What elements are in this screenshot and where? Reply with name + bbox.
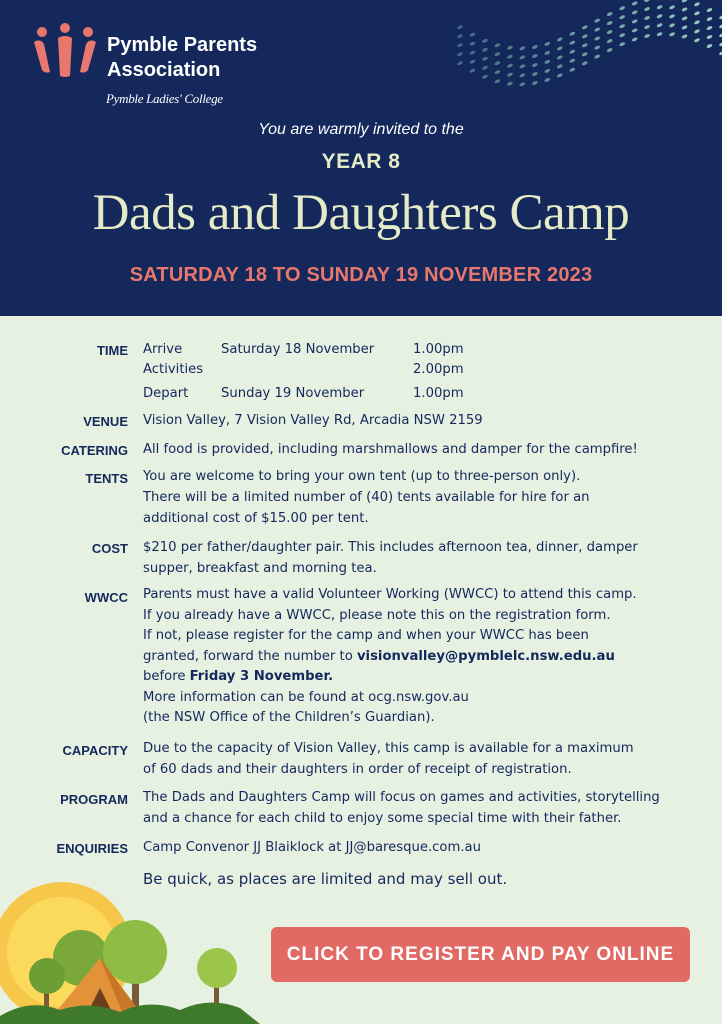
wave-dot [581,34,588,39]
wave-dot [556,37,563,42]
wave-dot [507,54,514,59]
wave-dot [457,24,464,29]
wave-dot [706,7,713,12]
wave-dot [556,64,563,69]
wave-dot [519,82,526,87]
ppa-logo-icon [30,22,100,82]
org-name [107,33,257,83]
wave-dot [457,51,464,56]
wave-dot [569,49,576,54]
camp-scene-illustration [0,870,260,1024]
wave-dot [631,19,638,24]
venue-label: VENUE [83,414,128,429]
wave-dot [681,16,688,21]
wwcc-line7: (the NSW Office of the Children’s Guardian). [143,710,435,725]
tents-label: TENTS [85,471,128,486]
wave-dot [569,31,576,36]
wave-dot [581,25,588,30]
capacity-line2: of 60 dads and their daughters in order of receipt of registration. [143,762,572,777]
wave-dot [631,28,638,33]
wave-dot [644,0,651,3]
wave-dot [644,15,651,20]
time-activities-time: 2.00pm [413,362,464,377]
wave-dot [494,51,501,56]
wwcc-line5 [143,667,703,688]
capacity-line1: Due to the capacity of Vision Valley, this camp is available for a maximum [143,741,634,756]
wave-dot [569,58,576,63]
wave-dot [656,4,663,9]
wave-dot [519,55,526,60]
wave-dot [656,13,663,18]
wave-dot [719,14,722,19]
wave-dot [719,23,722,28]
capacity-label: CAPACITY [62,743,128,758]
wave-dot [694,11,701,16]
wave-dot [669,23,676,28]
wave-dot [619,14,626,19]
cost-text [143,537,703,579]
wave-dot [544,50,551,55]
wave-dot [532,71,539,76]
wave-dot [606,11,613,16]
wave-dot [669,5,676,10]
wwcc-line1: Parents must have a valid Volunteer Working (WWCC) to attend this camp. [143,587,637,602]
wave-dot [656,31,663,36]
invite-line: You are warmly invited to the [258,121,464,138]
quick-note: Be quick, as places are limited and may sell out. [143,870,508,888]
wave-dot [532,44,539,49]
wave-dot [669,14,676,19]
wave-dot [507,72,514,77]
wave-dot [719,32,722,37]
catering-text: All food is provided, including marshmallows and damper for the campfire! [143,442,638,457]
wave-dot [619,23,626,28]
wave-dot [507,45,514,50]
wave-dot [457,33,464,38]
wwcc-label: WWCC [84,590,128,605]
wave-dot [631,37,638,42]
wave-dot [694,20,701,25]
wave-dot [606,47,613,52]
wave-dot [482,47,489,52]
wave-dot [706,43,713,48]
wave-dot [532,62,539,67]
program-line2: and a chance for each child to enjoy some special time with their father. [143,811,622,826]
time-activities-name: Activities [143,362,204,377]
dotted-wave-decoration [400,0,722,140]
program-line1: The Dads and Daughters Camp will focus on games and activities, storytelling [143,790,660,805]
wave-dot [706,25,713,30]
wave-dot [581,61,588,66]
wwcc-line2: If you already have a WWCC, please note this on the registration form. [143,607,611,623]
event-title: Dads and Daughters Camp [92,185,630,241]
register-button[interactable]: CLICK TO REGISTER AND PAY ONLINE [271,927,690,982]
wave-dot [556,73,563,78]
wwcc-deadline: Friday 3 November. [189,669,334,684]
wave-dot [594,54,601,59]
wave-dot [594,36,601,41]
time-arrive-name: Arrive [143,342,183,357]
tents-line3: additional cost of $15.00 per tent. [143,511,369,526]
time-label: TIME [96,343,128,358]
tents-line2: There will be a limited number of (40) tents available for hire for an [143,490,590,505]
wwcc-line6: More information can be found at ocg.nsw.gov.au [143,689,469,705]
cost-line1: $210 per father/daughter pair. This includes afternoon tea, dinner, damper [143,540,638,555]
wave-dot [681,34,688,39]
wwcc-line5-text: before [143,669,190,684]
header-banner [0,0,722,316]
year-label: YEAR 8 [321,150,401,173]
wave-dot [494,69,501,74]
wave-dot [469,41,476,46]
wave-dot [606,38,613,43]
wave-dot [469,32,476,37]
wave-dot [519,46,526,51]
wave-dot [631,10,638,15]
wave-dot [594,18,601,23]
wwcc-text [143,585,703,729]
wave-dot [619,32,626,37]
tents-line1: You are welcome to bring your own tent (up to three-person only). [143,469,581,484]
wave-dot [619,41,626,46]
wave-dot [581,43,588,48]
wave-dot [594,27,601,32]
wave-dot [594,45,601,50]
program-text [143,787,703,829]
wave-dot [457,42,464,47]
wave-dot [532,80,539,85]
wave-dot [556,55,563,60]
time-arrive-day: Saturday 18 November [221,342,375,357]
wwcc-line3: If not, please register for the camp and when your WWCC has been [143,628,589,643]
wave-dot [694,2,701,7]
wave-dot [681,25,688,30]
time-depart-day: Sunday 19 November [221,386,365,401]
org-name-line2: Association [107,59,221,81]
wave-dot [494,42,501,47]
wave-dot [681,7,688,12]
time-arrive-time: 1.00pm [413,342,464,357]
cost-line2: supper, breakfast and morning tea. [143,561,377,576]
cost-label: COST [91,541,128,556]
wave-dot [644,6,651,11]
time-depart-name: Depart [143,386,189,401]
wave-dot [544,68,551,73]
wave-dot [569,67,576,72]
wave-dot [644,24,651,29]
wave-dot [669,0,676,1]
wave-dot [619,5,626,10]
wave-dot [482,38,489,43]
wave-dot [606,20,613,25]
wave-dot [482,65,489,70]
wave-dot [644,33,651,38]
wave-dot [507,81,514,86]
wave-dot [656,0,663,1]
time-depart-time: 1.00pm [413,386,464,401]
wave-dot [656,22,663,27]
wave-dot [544,77,551,82]
venue-text: Vision Valley, 7 Vision Valley Rd, Arcadia NSW 2159 [143,413,483,428]
wave-dot [544,41,551,46]
school-name: Pymble Ladies' College [106,91,223,106]
program-label: PROGRAM [60,792,128,807]
wave-dot [469,50,476,55]
org-name-line1: Pymble Parents [107,34,258,56]
tree-icon [197,948,237,1008]
wave-dot [544,59,551,64]
wave-dot [482,74,489,79]
wave-dot [706,16,713,21]
wwcc-email-link[interactable]: visionvalley@pymblelc.nsw.edu.au [356,648,615,664]
wave-dot [494,60,501,65]
wave-dot [469,59,476,64]
wwcc-line4-text: granted, forward the number to [143,648,357,664]
wave-dot [457,60,464,65]
wave-dot [494,78,501,83]
wave-dot [532,53,539,58]
wave-dot [519,64,526,69]
tents-text [143,466,703,529]
wave-dot [556,46,563,51]
wave-dot [482,56,489,61]
wave-dot [631,1,638,6]
wave-dot [681,0,688,3]
enquiries-label: ENQUIRIES [56,841,128,856]
event-dates: SATURDAY 18 TO SUNDAY 19 NOVEMBER 2023 [129,264,593,286]
wave-dot [694,38,701,43]
wave-dot [519,73,526,78]
enquiries-text: Camp Convenor JJ Blaiklock at JJ@baresque.com.au [143,840,481,855]
capacity-text [143,738,703,780]
catering-label: CATERING [61,443,128,458]
wave-dot [719,50,722,55]
wwcc-line4 [143,647,703,668]
wave-dot [694,29,701,34]
wave-dot [469,68,476,73]
wave-dot [719,41,722,46]
wave-dot [569,40,576,45]
wave-dot [669,32,676,37]
wave-dot [606,29,613,34]
wave-dot [581,52,588,57]
wave-dot [507,63,514,68]
wave-dot [706,34,713,39]
